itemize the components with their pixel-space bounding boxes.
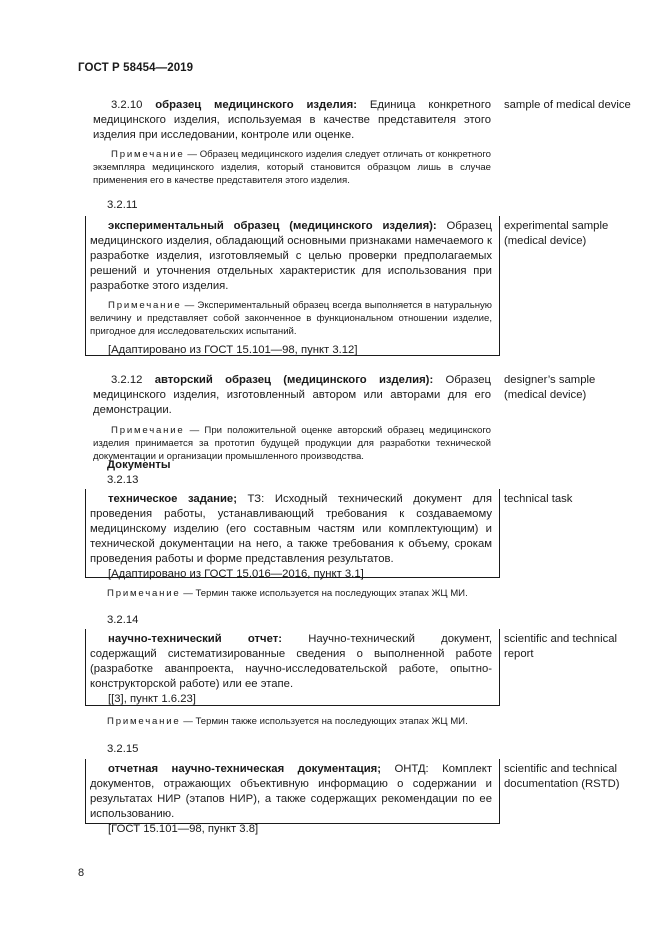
note-label: Примечание [108, 300, 182, 311]
source-reference: [Адаптировано из ГОСТ 15.016—2016, пункт 3.1] [108, 568, 364, 580]
definition: ТЗ: Исходный технический документ для проведения работы, устанавливающий требования к создаваемому медицинскому изделию (его составным частям или комплектующим) и технической документации на него, а также требования к объему, срокам проведения работы и форме представления результатов. [90, 493, 492, 565]
term: научно-технический отчет: [108, 633, 282, 645]
term: отчетная научно-техническая документация; [108, 763, 381, 775]
entry-3-2-14 [90, 632, 492, 707]
definition: Научно-технический документ, содержащий систематизированные сведения о выполненной работе (разработке аванпроекта, научно-исследовательской работе, опытно-конструкторской работе) или ее этапе. [90, 633, 492, 690]
definition: Единица конкретного медицинского изделия, используемая в качестве представителя этого изделия при исследовании, контроле или оценке. [93, 99, 491, 141]
term: авторский образец (медицинского изделия): [154, 374, 434, 386]
note-text: — Образец медицинского изделия следует отличать от конкретного экземпляра медицинского изделия, который становится образцом лишь в случае применения его в качестве представителя этого изделия. [93, 149, 491, 186]
entry-number: 3.2.13 [107, 474, 139, 486]
english-term: experimental sample (medical device) [504, 220, 609, 247]
entry-number: 3.2.15 [107, 743, 139, 755]
section-title: Документы [107, 459, 171, 471]
source-reference: [Адаптировано из ГОСТ 15.101—98, пункт 3.12] [108, 344, 358, 357]
english-term: designer’s sample (medical device) [504, 374, 596, 401]
definition: Образец медицинского изделия, изготовленный автором или авторами для его демонстрации. [93, 374, 491, 416]
note-label: Примечание [107, 716, 181, 727]
note-label: Примечание [107, 588, 181, 599]
term: техническое задание; [108, 493, 237, 505]
note-text: — Термин также используется на последующих этапах ЖЦ МИ. [180, 716, 468, 727]
source-reference: [ГОСТ 15.101—98, пункт 3.8] [108, 823, 259, 835]
note-label: Примечание [111, 149, 185, 160]
note-3-2-14 [107, 716, 491, 729]
note-3-2-13 [107, 588, 491, 601]
entry-number: 3.2.11 [107, 199, 138, 211]
entry-3-2-15 [90, 762, 492, 837]
entry-number: 3.2.10 [111, 99, 143, 111]
entry-number: 3.2.12 [111, 374, 143, 386]
source-reference: [[3], пункт 1.6.23] [108, 693, 196, 705]
document-header: ГОСТ Р 58454—2019 [78, 62, 194, 74]
note-text: — При положительной оценке авторский образец медицинского изделия принимается за прототип будущей продукции для разработки технической документации и организации промышленного производства. [93, 425, 491, 462]
entry-number: 3.2.14 [107, 614, 139, 626]
entry-3-2-12 [93, 373, 491, 463]
page-number: 8 [78, 867, 85, 879]
english-term: scientific and technical documentation (RSTD) [504, 763, 620, 790]
term: экспериментальный образец (медицинского изделия): [108, 220, 437, 232]
note-text: — Экспериментальный образец всегда выполняется в натуральную величину и представляет собой законченное в функциональном отношении изделие, пригодное для исследовательских испытаний. [90, 300, 492, 337]
note-label: Примечание [111, 425, 185, 436]
definition: Образец медицинского изделия, обладающий основными признаками намечаемого к разработке изделия, изготовляемый с целью проверки предполагаемых решений и уточнения отдельных характеристик для использования при разработке этого изделия. [90, 220, 492, 292]
english-term: scientific and technical report [504, 633, 618, 660]
entry-3-2-11 [90, 219, 492, 358]
term: образец медицинского изделия: [155, 99, 357, 111]
english-term: technical task [504, 493, 573, 505]
note-text: — Термин также используется на последующих этапах ЖЦ МИ. [180, 588, 468, 599]
entry-3-2-13 [90, 492, 492, 582]
entry-3-2-10 [93, 98, 491, 187]
english-term: sample of medical device [504, 99, 631, 111]
definition: ОНТД: Комплект документов, отражающих объективную информацию о содержании и результатах НИР (этапов НИР), а также содержащих рекомендации по ее использованию. [90, 763, 493, 820]
